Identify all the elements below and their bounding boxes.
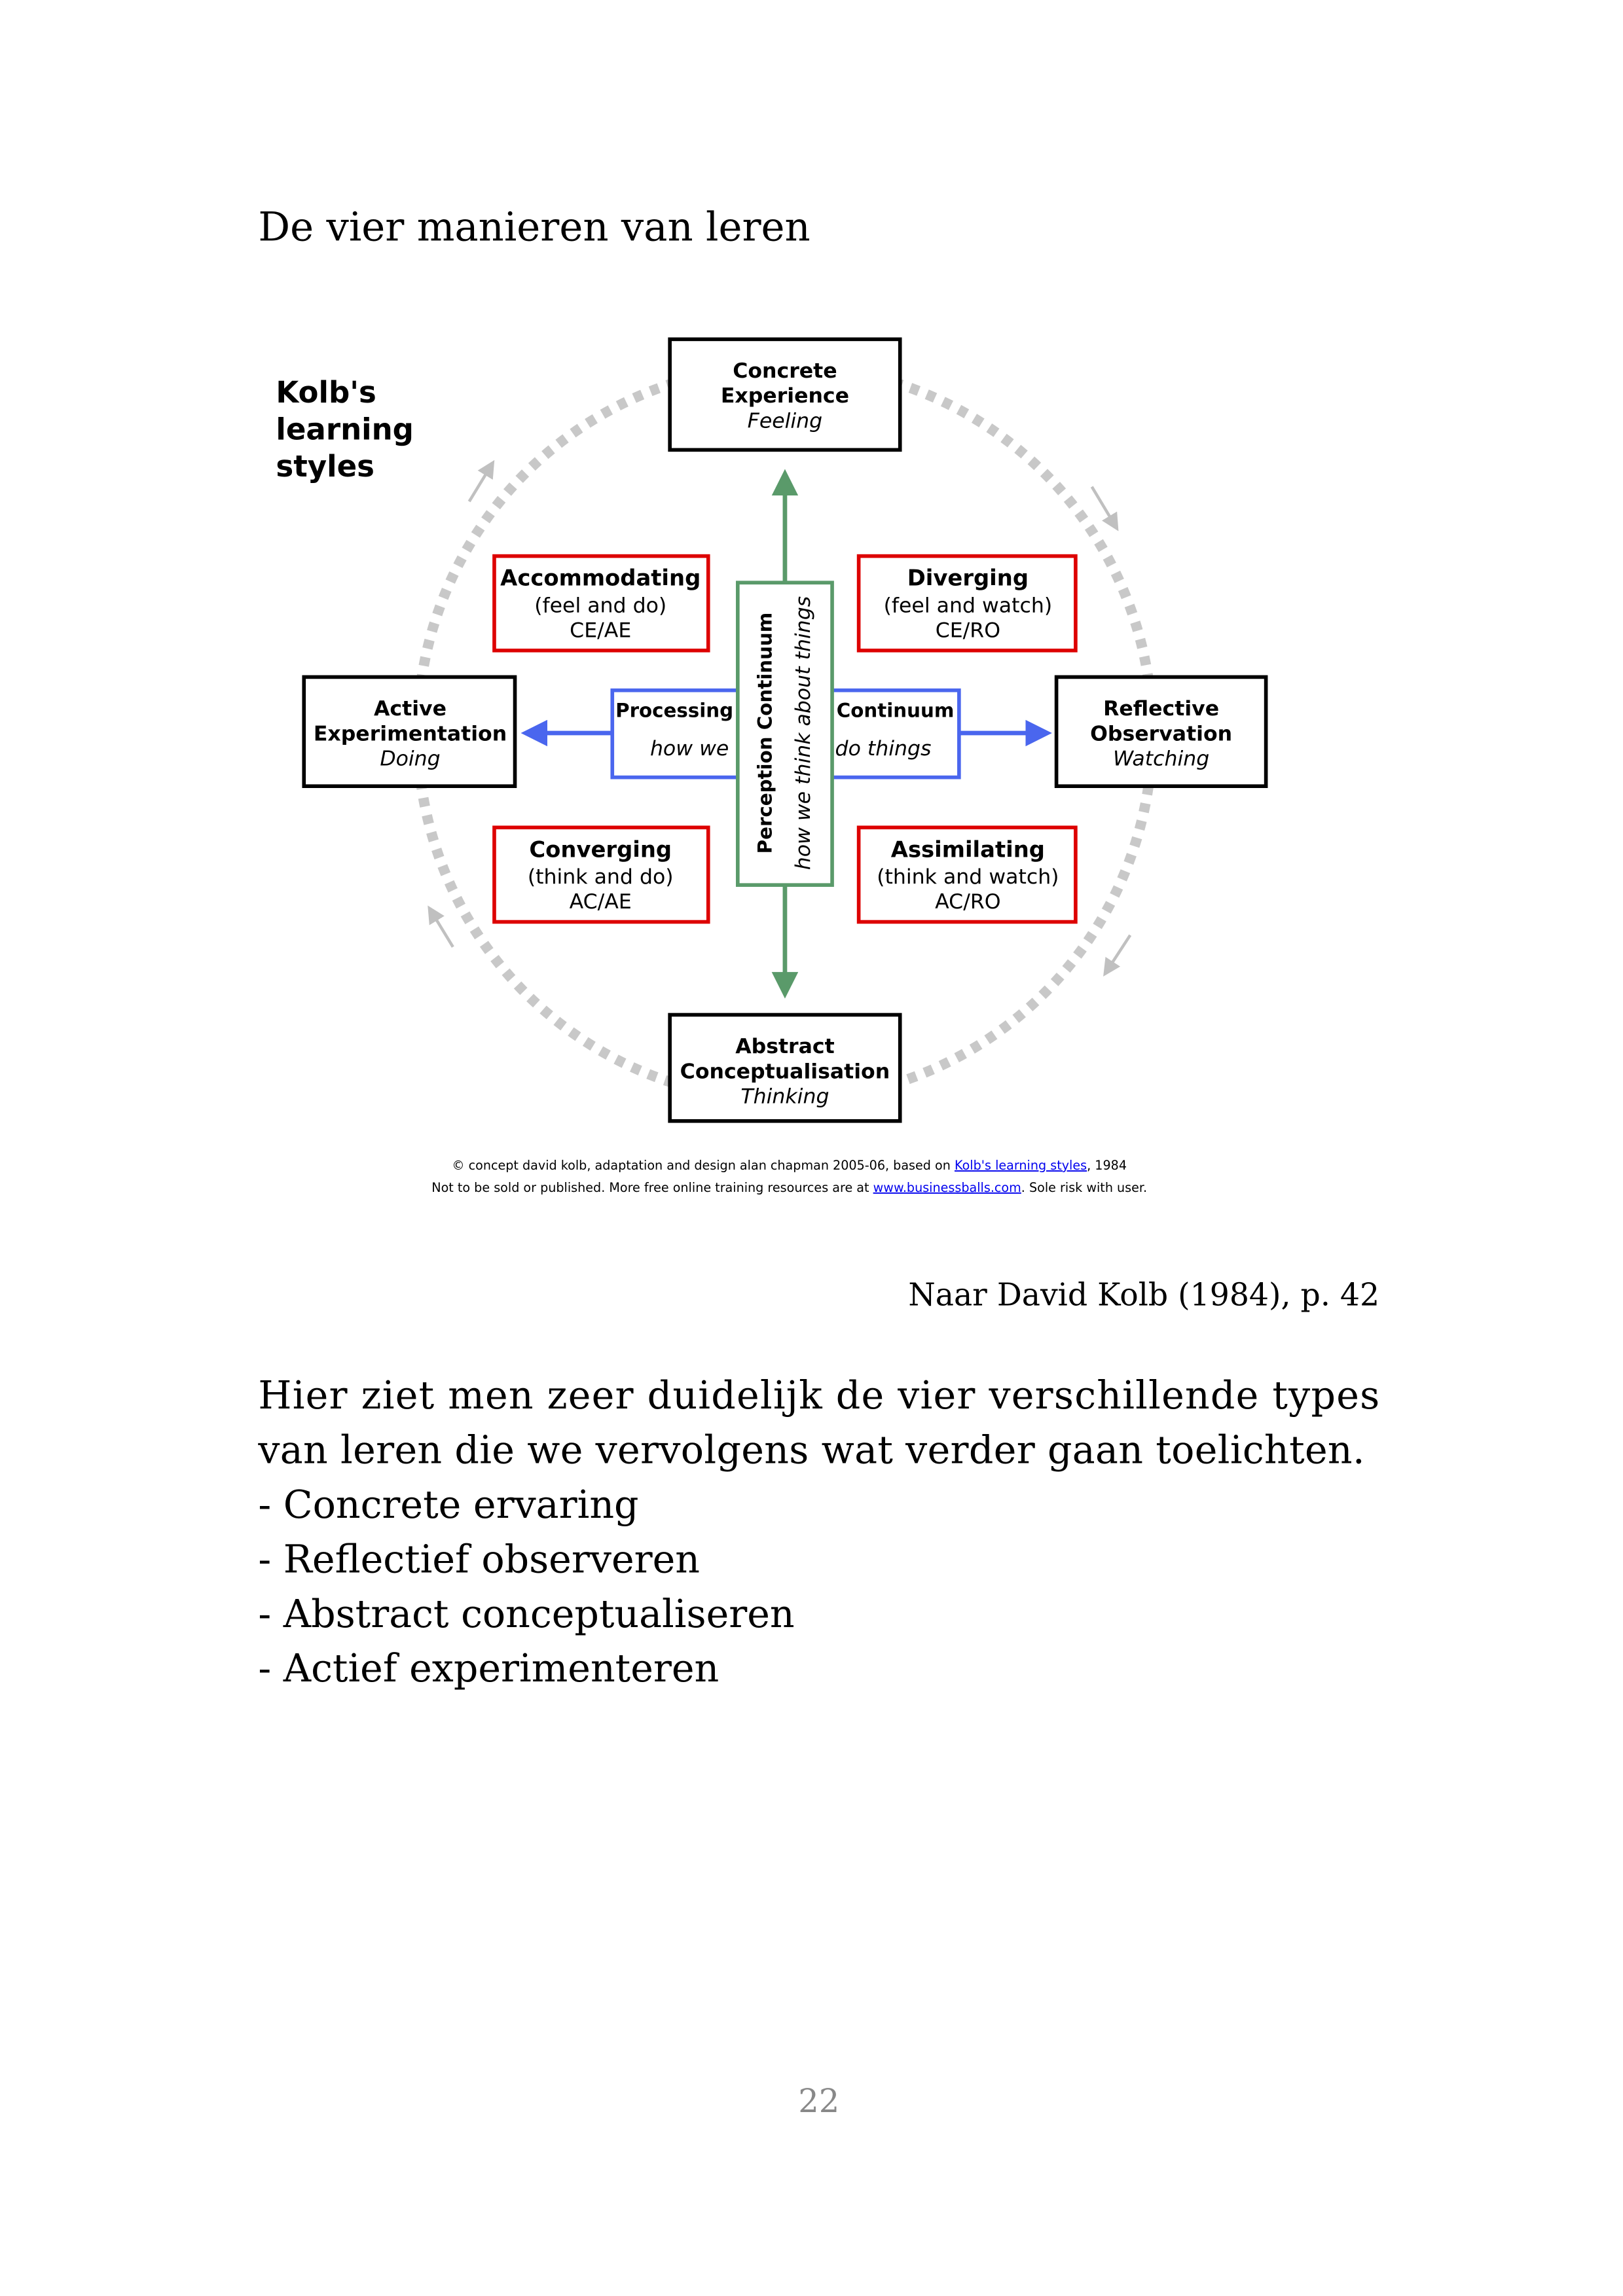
svg-text:Processing: Processing — [615, 699, 734, 722]
diagram-heading: Kolb's learning styles — [276, 375, 414, 484]
svg-text:Thinking: Thinking — [740, 1085, 830, 1109]
list-item: - Actief experimenteren — [258, 1646, 720, 1691]
svg-text:how we think about things: how we think about things — [792, 596, 816, 870]
svg-text:Doing: Doing — [380, 747, 441, 771]
pole-concrete-experience — [670, 339, 900, 450]
pole-active-experimentation — [304, 677, 515, 786]
kolb-learning-styles-link[interactable]: Kolb's learning styles — [954, 1158, 1087, 1174]
svg-text:Diverging: Diverging — [907, 565, 1029, 591]
style-converging — [494, 827, 708, 922]
style-diverging — [859, 556, 1076, 651]
svg-text:(feel and watch): (feel and watch) — [883, 594, 1053, 618]
cycle-arrow-icon — [432, 913, 453, 947]
diagram-credit-line-1: © concept david kolb, adaptation and design alan chapman 2005-06, based on Kolb's learning styles, 1984 — [452, 1158, 1127, 1174]
style-assimilating — [859, 827, 1076, 922]
list-item: - Concrete ervaring — [258, 1482, 639, 1527]
svg-text:AC/AE: AC/AE — [569, 890, 632, 914]
source-citation: Naar David Kolb (1984), p. 42 — [908, 1277, 1380, 1314]
svg-text:Perception Continuum: Perception Continuum — [754, 612, 776, 854]
businessballs-link[interactable]: www.businessballs.com — [873, 1179, 1021, 1195]
cycle-arrow-icon — [469, 467, 490, 501]
svg-text:ConcreteExperience: Concrete Experience — [720, 359, 850, 408]
svg-text:AC/RO: AC/RO — [935, 890, 1001, 914]
svg-text:CE/AE: CE/AE — [570, 619, 632, 643]
cycle-arrow-icon — [1108, 935, 1130, 969]
svg-text:(think and watch): (think and watch) — [877, 865, 1059, 889]
svg-text:ActiveExperimentation: Active Experimentation — [313, 697, 507, 746]
list-item: - Abstract conceptualiseren — [258, 1591, 795, 1636]
svg-text:(feel and do): (feel and do) — [534, 594, 667, 618]
body-line: van leren die we vervolgens wat verder gaan toelichten. — [258, 1427, 1365, 1473]
page-number: 22 — [798, 2082, 840, 2121]
svg-text:ReflectiveObservation: Reflective Observation — [1090, 697, 1233, 746]
svg-text:do things: do things — [835, 736, 932, 761]
pole-abstract-conceptualisation — [670, 1014, 900, 1121]
svg-text:(think and do): (think and do) — [527, 865, 674, 889]
kolb-diagram — [276, 339, 1266, 1195]
style-accommodating — [494, 556, 708, 651]
body-text — [257, 1373, 1379, 1691]
svg-text:Watching: Watching — [1112, 747, 1210, 771]
svg-text:Feeling: Feeling — [747, 409, 823, 433]
list-item: - Reflectief observeren — [258, 1537, 701, 1582]
svg-text:CE/RO: CE/RO — [935, 619, 1001, 643]
svg-text:AbstractConceptualisation: Abstract Conceptualisation — [680, 1035, 890, 1084]
cycle-arrow-icon — [1092, 487, 1114, 524]
body-line: Hier ziet men zeer duidelijk de vier verschillende types — [258, 1373, 1380, 1418]
svg-text:Assimilating: Assimilating — [890, 836, 1045, 863]
pole-reflective-observation — [1057, 677, 1266, 786]
svg-text:Accommodating: Accommodating — [500, 565, 701, 591]
svg-text:Continuum: Continuum — [836, 699, 955, 722]
page-title: De vier manieren van leren — [258, 204, 811, 251]
diagram-credit-line-2: Not to be sold or published. More free online training resources are at www.businessballs.com. Sole risk with user. — [431, 1179, 1148, 1195]
perception-continuum — [738, 583, 832, 885]
svg-text:Converging: Converging — [529, 836, 672, 863]
svg-text:how we: how we — [649, 736, 729, 761]
